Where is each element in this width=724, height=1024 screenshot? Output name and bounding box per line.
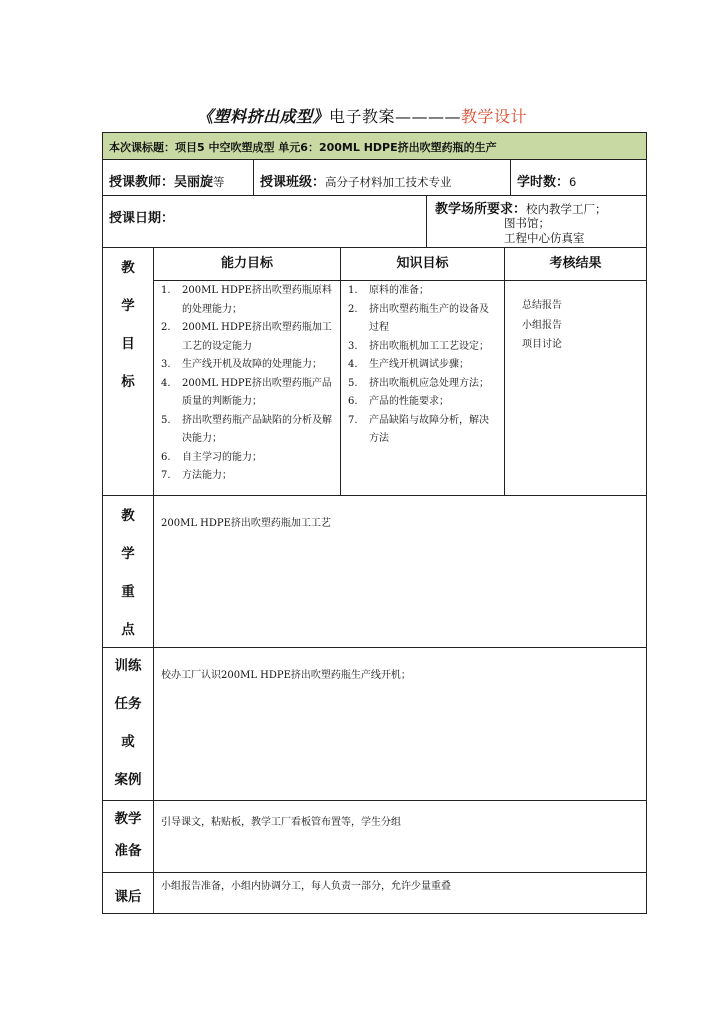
list-item: 4. 200ML HDPE挤出吹塑药瓶产品质量的判断能力； [161,377,332,407]
teacher-suffix: 等 [213,175,225,189]
after-class-row [103,873,646,913]
key-points-content: 200ML HDPE挤出吹塑药瓶加工工艺 [161,518,331,529]
assessment-list [505,281,646,355]
list-item: 2. 200ML HDPE挤出吹塑药瓶加工工艺的设定能力 [161,322,332,352]
doc-type: 电子教案———— [328,107,461,126]
list-item: 5. 挤出吹瓶机应急处理方法； [348,377,489,389]
key-points-row [103,496,646,648]
date-row [103,196,646,248]
place-line-1: 校内教学工厂； [526,202,607,216]
knowledge-column [340,248,504,495]
after-class-content: 小组报告准备，小组内协调分工，每人负责一部分，允许少量重叠 [161,881,451,892]
key-points-content-cell [153,496,646,647]
teacher-label: 授课教师： [109,175,175,190]
list-item: 6. 自主学习的能力； [161,451,262,463]
date-label: 授课日期： [109,211,175,226]
teacher-cell [103,160,253,195]
list-item: 3. 生产线开机及故障的处理能力； [161,359,322,370]
document-title [0,104,724,127]
teacher-name: 吴丽旋 [174,175,214,190]
list-item: 6. 产品的性能要求； [348,396,449,407]
objectives-row [103,248,646,496]
hours-cell [510,160,646,195]
after-class-content-cell [153,873,646,913]
list-item: 总结报告 [522,300,562,311]
list-item: 7. 方法能力； [161,470,232,481]
training-content-cell [153,648,646,800]
hours-value: 6 [569,175,577,189]
class-label: 授课班级： [260,175,326,190]
teacher-row [103,160,646,196]
list-item: 7. 产品缺陷与故障分析，解决方法 [348,414,489,444]
ability-heading: 能力目标 [154,248,340,281]
place-cell [426,196,646,247]
class-cell [253,160,510,195]
list-item: 4. 生产线开机调试步骤； [348,359,469,370]
ability-list [154,281,340,486]
training-row [103,648,646,801]
date-cell [103,196,426,247]
preparation-label: 教学 准备 [114,811,142,859]
place-line-2: 图书馆； [504,216,550,230]
list-item: 项目讨论 [522,339,562,350]
lesson-plan-table [102,132,647,914]
training-content: 校办工厂认识200ML HDPE挤出吹塑药瓶生产线开机； [161,670,411,681]
class-value: 高分子材料加工技术专业 [325,175,452,189]
assessment-heading: 考核结果 [505,248,646,281]
hours-label: 学时数： [517,175,570,190]
list-item: 1. 原料的准备； [348,285,429,296]
list-item: 1. 200ML HDPE挤出吹塑药瓶原料的处理能力； [161,285,332,315]
list-item: 5. 挤出吹塑药瓶产品缺陷的分析及解决能力； [161,414,332,444]
preparation-content: 引导课文，粘贴板，教学工厂看板管布置等，学生分组 [161,817,401,828]
list-item: 2. 挤出吹塑药瓶生产的设备及过程 [348,303,489,333]
lesson-title: 本次课标题：项目5 中空吹塑成型 单元6：200ML HDPE挤出吹塑药瓶的生产 [109,141,497,154]
course-name: 《塑料挤出成型》 [196,107,329,126]
training-label: 训练 任务 或 案例 [114,658,142,788]
ability-column [153,248,340,495]
key-points-label: 教 学 重 点 [121,508,135,638]
after-class-label: 课后 [114,889,142,905]
preparation-content-cell [153,801,646,872]
list-item: 小组报告 [522,319,562,331]
list-item: 3. 挤出吹瓶机加工工艺设定； [348,340,489,352]
place-label: 教学场所要求： [435,202,527,217]
lesson-header-row [103,133,646,160]
objectives-row-label: 教 学 目 标 [121,260,135,390]
place-line-3: 工程中心仿真室 [504,231,585,245]
assessment-column [504,248,646,495]
preparation-row [103,801,646,873]
doc-section: 教学设计 [461,107,528,126]
knowledge-heading: 知识目标 [341,248,504,281]
knowledge-list [341,281,504,449]
